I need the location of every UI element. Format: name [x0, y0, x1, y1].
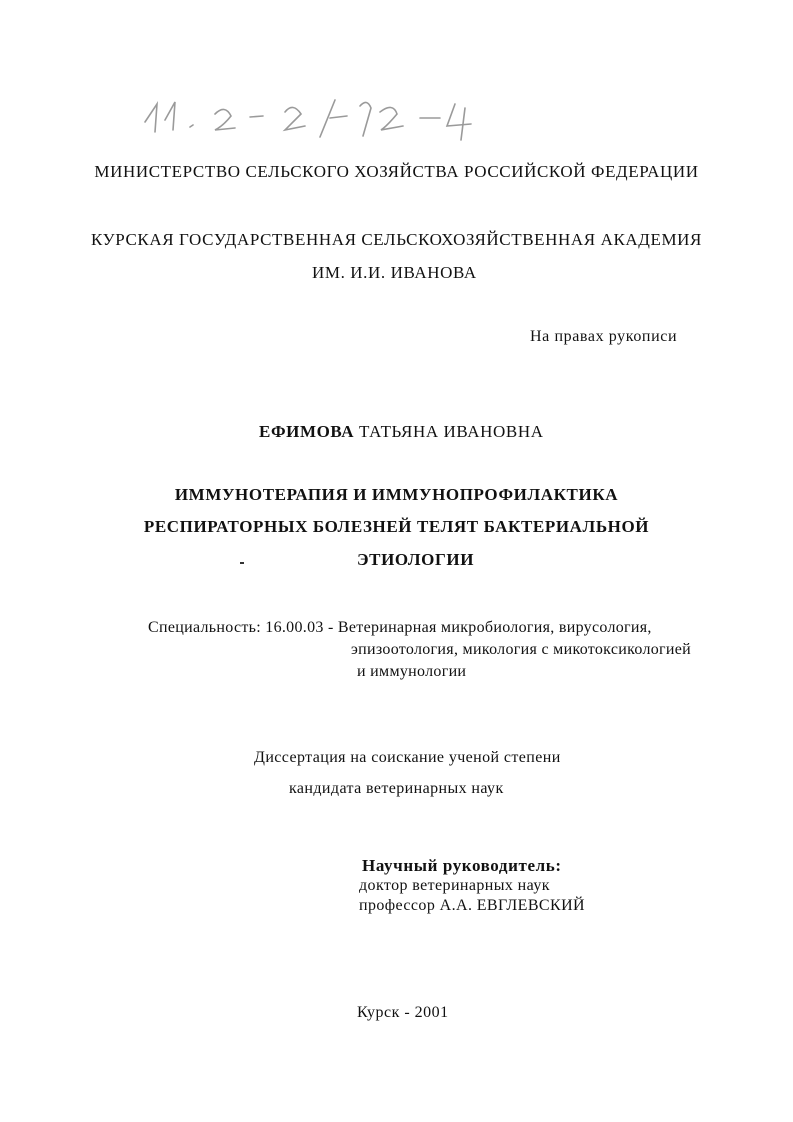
supervisor-degree: доктор ветеринарных наук — [359, 877, 550, 894]
thesis-title-line3: ЭТИОЛОГИИ — [357, 550, 475, 569]
thesis-title-line2: РЕСПИРАТОРНЫХ БОЛЕЗНЕЙ ТЕЛЯТ БАКТЕРИАЛЬНОЙ — [143, 517, 650, 536]
dissertation-line2: кандидата ветеринарных наук — [289, 780, 504, 797]
specialty-line1: Специальность: 16.00.03 - Ветеринарная микробиология, вирусология, — [148, 619, 652, 636]
specialty-line2: эпизоотология, микология с микотоксикологией — [351, 641, 692, 658]
author-name — [259, 423, 544, 440]
dissertation-line1: Диссертация на соискание ученой степени — [254, 749, 561, 766]
author-given-names: ТАТЬЯНА ИВАНОВНА — [359, 422, 544, 441]
manuscript-rights-note: На правах рукописи — [530, 328, 678, 345]
thesis-title-line1: ИММУНОТЕРАПИЯ И ИММУНОПРОФИЛАКТИКА — [174, 485, 619, 504]
scan-speck — [240, 562, 244, 564]
specialty-line3: и иммунологии — [357, 663, 467, 680]
academy-name: КУРСКАЯ ГОСУДАРСТВЕННАЯ СЕЛЬСКОХОЗЯЙСТВЕННАЯ АКАДЕМИЯ — [91, 230, 702, 249]
place-and-year: Курск - 2001 — [357, 1004, 449, 1021]
supervisor-name: профессор А.А. ЕВГЛЕВСКИЙ — [359, 897, 585, 914]
handwritten-archive-number — [135, 92, 535, 152]
supervisor-label: Научный руководитель: — [362, 856, 562, 875]
author-surname: ЕФИМОВА — [259, 422, 355, 441]
academy-name-line2: ИМ. И.И. ИВАНОВА — [312, 263, 477, 282]
ministry-name: МИНИСТЕРСТВО СЕЛЬСКОГО ХОЗЯЙСТВА РОССИЙСКОЙ ФЕДЕРАЦИИ — [94, 162, 699, 181]
